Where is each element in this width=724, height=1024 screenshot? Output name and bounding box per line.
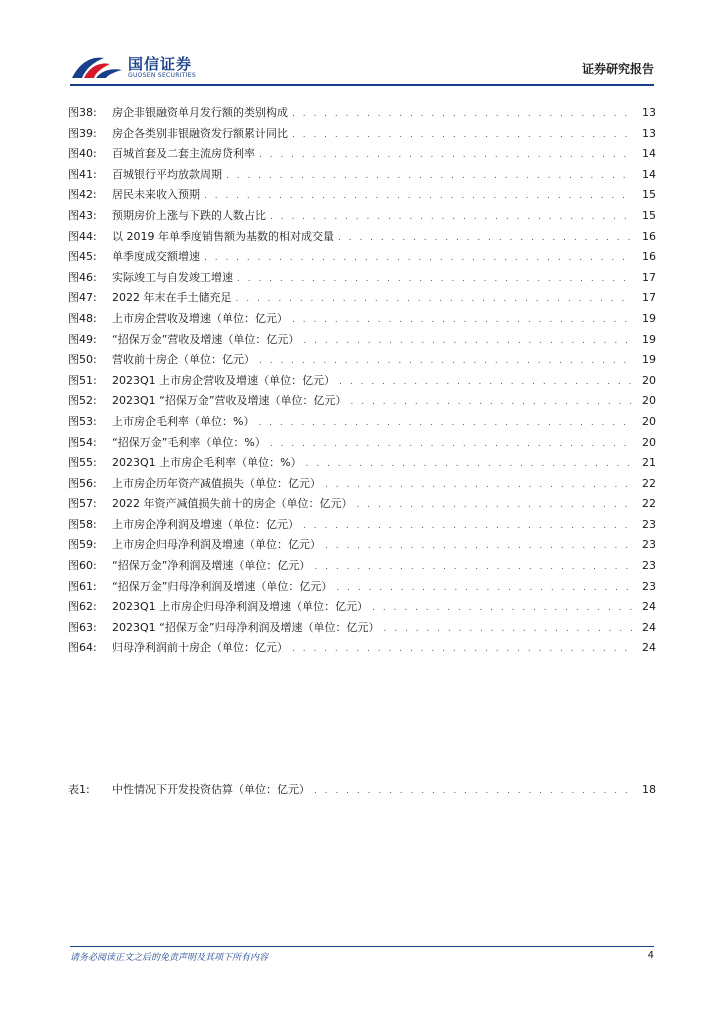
toc-entry-page: 20 [642, 435, 656, 449]
figure-toc-entry[interactable] [68, 453, 656, 474]
guosen-logo-icon [70, 52, 124, 82]
toc-entry-page: 16 [642, 229, 656, 243]
toc-entry-title: “招保万金”归母净利润及增速（单位：亿元） [112, 579, 333, 593]
toc-dot-leader [384, 619, 632, 640]
figure-toc-entry[interactable] [68, 288, 656, 309]
toc-dot-leader [292, 104, 632, 125]
toc-entry-number: 图52: [68, 394, 97, 408]
figure-toc-entry[interactable] [68, 433, 656, 454]
toc-entry-page: 23 [642, 559, 656, 573]
toc-dot-leader [270, 207, 632, 228]
toc-dot-leader [236, 289, 633, 310]
toc-entry-page: 15 [642, 188, 656, 202]
toc-entry-number: 图63: [68, 620, 97, 634]
toc-entry-number: 图62: [68, 600, 97, 614]
toc-entry-number: 图64: [68, 641, 97, 655]
toc-entry-page: 19 [642, 311, 656, 325]
figure-toc-entry[interactable] [68, 597, 656, 618]
toc-entry-title: 2023Q1 “招保万金”归母净利润及增速（单位：亿元） [112, 620, 380, 634]
toc-entry-title: 中性情况下开发投资估算（单位：亿元） [112, 783, 310, 796]
toc-entry-page: 23 [642, 579, 656, 593]
footer-divider [70, 946, 654, 947]
toc-entry-number: 图50: [68, 353, 97, 367]
toc-entry-page: 19 [642, 332, 656, 346]
toc-entry-title: 上市房企归母净利润及增速（单位：亿元） [112, 538, 321, 552]
toc-entry-number: 图45: [68, 250, 97, 264]
toc-entry-page: 22 [642, 497, 656, 511]
toc-dot-leader [259, 145, 632, 166]
toc-entry-number: 图49: [68, 332, 97, 346]
toc-dot-leader [292, 639, 632, 660]
toc-entry-number: 图61: [68, 579, 97, 593]
toc-entry-title: 2023Q1 上市房企归母净利润及增速（单位：亿元） [112, 600, 369, 614]
toc-entry-title: 2023Q1 上市房企营收及增速（单位：亿元） [112, 373, 336, 387]
page-number: 4 [647, 950, 654, 961]
toc-entry-page: 24 [642, 600, 656, 614]
toc-entry-number: 图60: [68, 559, 97, 573]
toc-entry-title: “招保万金”营收及增速（单位：亿元） [112, 332, 300, 346]
toc-entry-page: 20 [642, 414, 656, 428]
toc-entry-title: 归母净利润前十房企（单位：亿元） [112, 641, 288, 655]
toc-entry-page: 24 [642, 641, 656, 655]
figure-toc-entry[interactable] [68, 494, 656, 515]
toc-entry-page: 15 [642, 208, 656, 222]
figure-toc-entry[interactable] [68, 206, 656, 227]
toc-dot-leader [237, 269, 632, 290]
toc-entry-number: 图40: [68, 147, 97, 161]
toc-entry-page: 14 [642, 147, 656, 161]
toc-entry-page: 13 [642, 126, 656, 140]
figure-toc-entry[interactable] [68, 515, 656, 536]
logo-chinese-name: 国信证券 [128, 55, 193, 73]
toc-entry-title: 百城首套及二套主流房贷利率 [112, 147, 255, 161]
toc-dot-leader [292, 125, 632, 146]
toc-entry-title: 上市房企净利润及增速（单位：亿元） [112, 517, 299, 531]
toc-dot-leader [314, 781, 632, 802]
toc-entry-number: 图55: [68, 456, 97, 470]
toc-entry-page: 20 [642, 394, 656, 408]
figure-toc-entry[interactable] [68, 144, 656, 165]
toc-dot-leader [303, 331, 632, 352]
toc-entry-number: 图58: [68, 517, 97, 531]
toc-entry-title: 实际竣工与自发竣工增速 [112, 270, 233, 284]
toc-dot-leader [325, 536, 632, 557]
toc-dot-leader [259, 351, 632, 372]
company-logo [70, 48, 210, 86]
toc-entry-number: 图46: [68, 270, 97, 284]
toc-entry-title: 房企非银融资单月发行额的类别构成 [112, 106, 288, 119]
figure-toc-entry[interactable] [68, 474, 656, 495]
toc-entry-number: 图47: [68, 291, 97, 305]
toc-entry-number: 图41: [68, 167, 97, 181]
figure-toc-entry[interactable] [68, 638, 656, 659]
toc-entry-title: 预期房价上涨与下跌的人数占比 [112, 208, 266, 222]
figure-list [68, 103, 656, 659]
toc-dot-leader [357, 495, 633, 516]
toc-entry-page: 24 [642, 620, 656, 634]
figure-toc-entry[interactable] [68, 247, 656, 268]
toc-dot-leader [270, 434, 632, 455]
toc-dot-leader [204, 186, 632, 207]
toc-entry-title: 居民未来收入预期 [112, 188, 200, 202]
toc-entry-number: 图43: [68, 208, 97, 222]
toc-entry-number: 图51: [68, 373, 97, 387]
toc-entry-number: 图48: [68, 311, 97, 325]
figure-toc-entry[interactable] [68, 165, 656, 186]
figure-toc-entry[interactable] [68, 330, 656, 351]
toc-entry-title: 上市房企营收及增速（单位：亿元） [112, 311, 288, 325]
document-type-label: 证券研究报告 [581, 62, 654, 76]
figure-toc-entry[interactable] [68, 309, 656, 330]
toc-dot-leader [292, 310, 632, 331]
toc-entry-number: 图44: [68, 229, 97, 243]
toc-dot-leader [314, 557, 632, 578]
toc-entry-number: 图57: [68, 497, 97, 511]
figure-toc-entry[interactable] [68, 371, 656, 392]
toc-entry-number: 图53: [68, 414, 97, 428]
header-divider [70, 84, 654, 86]
toc-entry-page: 23 [642, 538, 656, 552]
table-toc-entry[interactable] [68, 780, 656, 801]
toc-entry-page: 19 [642, 353, 656, 367]
toc-entry-page: 18 [642, 783, 656, 796]
footer-disclaimer: 请务必阅读正文之后的免责声明及其项下所有内容 [70, 953, 269, 963]
toc-entry-number: 图38: [68, 106, 97, 119]
toc-entry-page: 13 [642, 106, 656, 119]
toc-entry-title: “招保万金”毛利率（单位：%） [112, 435, 266, 449]
toc-dot-leader [338, 228, 632, 249]
toc-entry-page: 17 [642, 270, 656, 284]
toc-dot-leader [258, 413, 632, 434]
figure-toc-entry[interactable] [68, 412, 656, 433]
figure-toc-entry[interactable] [68, 268, 656, 289]
figure-toc-entry[interactable] [68, 227, 656, 248]
toc-entry-title: “招保万金”净利润及增速（单位：亿元） [112, 559, 311, 573]
toc-entry-title: 2022 年资产减值损失前十的房企（单位：亿元） [112, 497, 353, 511]
figure-toc-entry[interactable] [68, 185, 656, 206]
toc-dot-leader [325, 475, 632, 496]
figure-toc-entry[interactable] [68, 556, 656, 577]
toc-dot-leader [351, 392, 632, 413]
toc-entry-title: 2022 年末在手土储充足 [112, 291, 232, 305]
figure-toc-entry[interactable] [68, 124, 656, 145]
toc-entry-number: 图39: [68, 126, 97, 140]
toc-dot-leader [336, 578, 632, 599]
toc-entry-title: 单季度成交额增速 [112, 250, 200, 264]
toc-entry-page: 21 [642, 456, 656, 470]
toc-entry-page: 17 [642, 291, 656, 305]
toc-entry-number: 图59: [68, 538, 97, 552]
toc-entry-number: 表1: [68, 783, 90, 796]
figure-toc-entry[interactable] [68, 577, 656, 598]
toc-entry-title: 上市房企毛利率（单位：%） [112, 414, 255, 428]
toc-entry-page: 14 [642, 167, 656, 181]
toc-entry-title: 营收前十房企（单位：亿元） [112, 353, 255, 367]
figure-toc-entry[interactable] [68, 391, 656, 412]
toc-entry-page: 20 [642, 373, 656, 387]
toc-entry-title: 百城银行平均放款周期 [112, 167, 222, 181]
toc-dot-leader [226, 166, 632, 187]
toc-entry-title: 上市房企历年资产减值损失（单位：亿元） [112, 476, 321, 490]
figure-toc-entry[interactable] [68, 103, 656, 124]
toc-dot-leader [303, 516, 632, 537]
toc-dot-leader [372, 598, 632, 619]
toc-entry-number: 图56: [68, 476, 97, 490]
toc-entry-number: 图42: [68, 188, 97, 202]
toc-entry-page: 22 [642, 476, 656, 490]
figure-toc-entry[interactable] [68, 535, 656, 556]
table-list [68, 780, 656, 801]
toc-dot-leader [306, 454, 632, 475]
toc-entry-title: 房企各类别非银融资发行额累计同比 [112, 126, 288, 140]
toc-entry-page: 23 [642, 517, 656, 531]
figure-toc-entry[interactable] [68, 350, 656, 371]
logo-english-name: GUOSEN SECURITIES [128, 72, 197, 79]
page-header [70, 48, 654, 86]
toc-dot-leader [204, 248, 632, 269]
toc-entry-title: 2023Q1 上市房企毛利率（单位：%） [112, 456, 302, 470]
toc-entry-title: 以 2019 年单季度销售额为基数的相对成交量 [112, 229, 334, 243]
toc-dot-leader [339, 372, 632, 393]
toc-entry-page: 16 [642, 250, 656, 264]
figure-toc-entry[interactable] [68, 618, 656, 639]
toc-entry-title: 2023Q1 “招保万金”营收及增速（单位：亿元） [112, 394, 347, 408]
toc-entry-number: 图54: [68, 435, 97, 449]
